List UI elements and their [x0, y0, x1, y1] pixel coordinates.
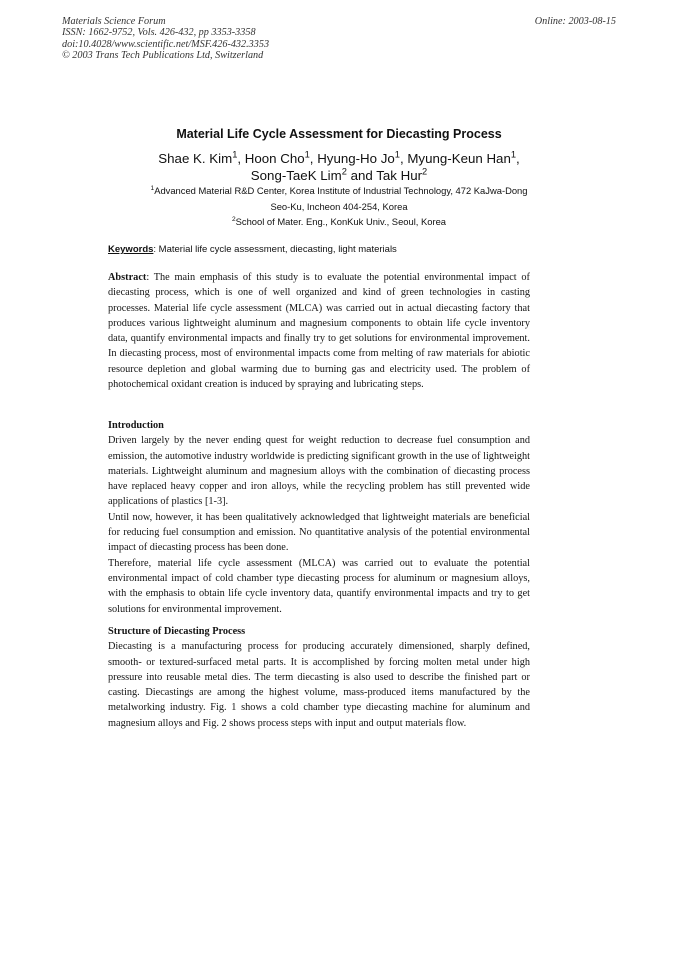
author-affil-sup: 2 [341, 166, 347, 177]
affiliation-1-cont: Seo-Ku, Incheon 404-254, Korea [270, 200, 408, 212]
journal-header [62, 16, 269, 61]
affiliations [0, 183, 678, 230]
affil-text: School of Mater. Eng., KonKuk Univ., Seoul, Korea [235, 216, 447, 227]
abstract-section [108, 270, 530, 392]
affiliation-2 [0, 214, 678, 230]
affiliation-1 [0, 183, 678, 199]
author-name: Shae K. Kim [158, 151, 233, 166]
section-heading: Structure of Diecasting Process [108, 626, 246, 637]
author-line-2 [0, 167, 678, 184]
author-name: Song-TaeK Lim [250, 168, 342, 183]
author-affil-sup: 1 [232, 149, 238, 160]
author-separator: , [516, 151, 520, 166]
author-name: Hyung-Ho Jo [317, 151, 395, 166]
paper-title: Material Life Cycle Assessment for Diecasting Process [176, 127, 502, 141]
author-separator: , [309, 151, 318, 166]
structure-section [108, 624, 530, 731]
author-separator: , [399, 151, 408, 166]
doi-line: doi:10.4028/www.scientific.net/MSF.426-432.3353 [62, 38, 270, 50]
author-list [0, 150, 678, 184]
abstract-paragraph [108, 270, 530, 392]
keywords-label: Keywords [108, 244, 154, 255]
affil-sup: 2 [231, 215, 236, 223]
abstract-label: Abstract [108, 272, 147, 283]
author-affil-sup: 2 [422, 166, 428, 177]
author-name: Tak Hur [376, 168, 423, 183]
author-separator: and [346, 168, 377, 183]
affil-sup: 1 [150, 184, 155, 192]
author-name: Myung-Keun Han [407, 151, 511, 166]
journal-name: Materials Science Forum [62, 16, 166, 27]
author-name: Hoon Cho [244, 151, 305, 166]
paragraph: Driven largely by the never ending quest for weight reduction to decrease fuel consumption and emission, the automotive industry worldwide is predicting significant growth in the use of lightweight materials. Lightweight aluminum and magnesium alloys with the combination of diecasting process have replaced heavy copper and iron alloys, while the recycling problem has still prevented wide applications of plastics [1-3]. [108, 435, 530, 508]
abstract-text: : The main emphasis of this study is to evaluate the potential environmental impact of diecasting process, which is one of well organized and kind of green technologies in casting processes. Material life cycle assessment (MLCA) was carried out in actual diecasting factory that produces various lightweight aluminum and magnesium components to obtain life cycle inventory data, quantify environmental impacts and finally try to get solutions for environmental improvement. In diecasting process, most of environmental impacts come from melting of raw materials for abiotic resource depletion and global warming due to burning gas and electricity used. The problem of photochemical oxidant creation is induced by spraying and lubricating steps. [108, 272, 530, 391]
author-separator: , [237, 151, 245, 166]
paragraph: Until now, however, it has been qualitatively acknowledged that lightweight materials are beneficial for reducing fuel consumption and emission. No quantitative analysis of the potential environmental impact of diecasting process has been done. [108, 511, 530, 554]
author-affil-sup: 1 [510, 149, 517, 160]
paragraph: Diecasting is a manufacturing process for producing accurately dimensioned, sharply defined, smooth- or textured-surfaced metal parts. It is accomplished by forcing molten metal under high pressure into reusable metal dies. The term diecasting is also used to describe the finished part or casting. Diecastings are among the highest volume, mass-produced items manufactured by the metalworking industry. Fig. 1 shows a cold chamber type diecasting machine for aluminum and magnesium alloys and Fig. 2 shows process steps with input and output materials flow. [108, 641, 530, 729]
paragraph: Therefore, material life cycle assessment (MLCA) was carried out to evaluate the potential environmental impact of cold chamber type diecasting process for aluminum or magnesium alloys, with the emphasis to obtain life cycle inventory data, quantify environmental impacts and try to get solutions for environmental improvement. [108, 557, 530, 615]
affil-text: Advanced Material R&D Center, Korea Institute of Industrial Technology, 472 KaJwa-Dong [154, 185, 528, 196]
author-line-1 [0, 150, 678, 167]
author-affil-sup: 1 [394, 149, 400, 160]
copyright-line: © 2003 Trans Tech Publications Ltd, Switzerland [62, 49, 264, 61]
section-heading: Introduction [108, 420, 164, 431]
keywords [108, 244, 397, 255]
online-date: Online: 2003-08-15 [534, 16, 616, 27]
keywords-text: : Material life cycle assessment, diecasting, light materials [153, 244, 397, 255]
author-affil-sup: 1 [304, 149, 310, 160]
introduction-section [108, 418, 530, 617]
issn-line: ISSN: 1662-9752, Vols. 426-432, pp 3353-3358 [62, 27, 256, 39]
